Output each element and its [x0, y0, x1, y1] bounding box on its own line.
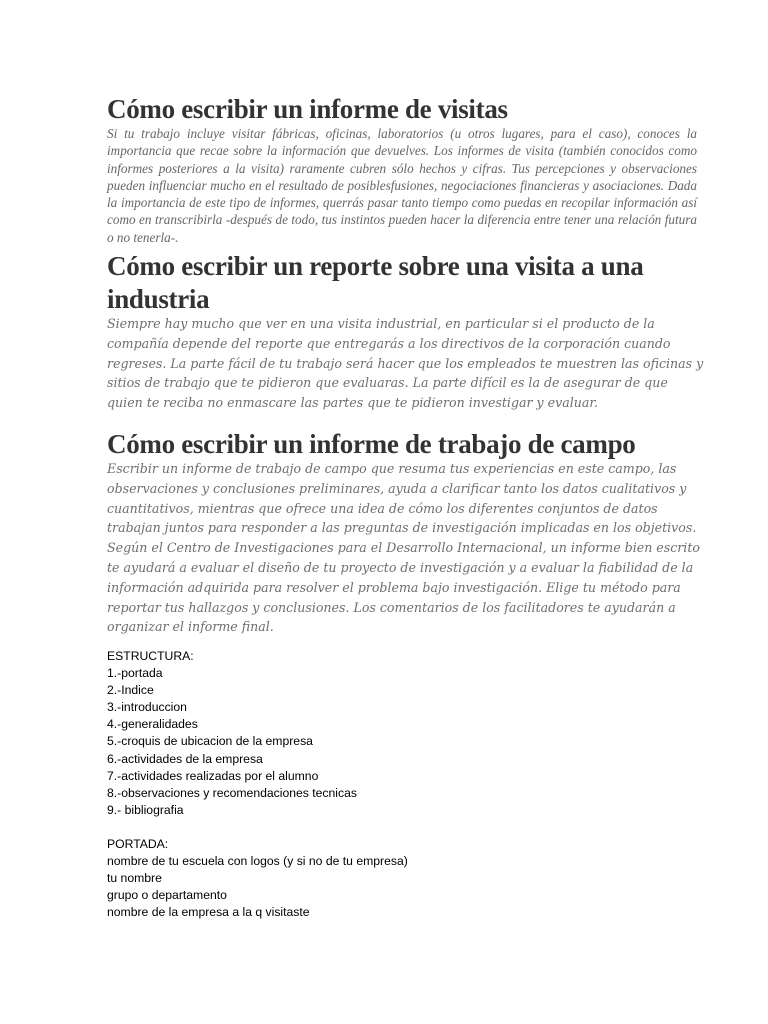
- estructura-item: 8.-observaciones y recomendaciones tecnicas: [107, 785, 357, 800]
- section-title-informe-visitas: Cómo escribir un informe de visitas: [107, 94, 508, 124]
- estructura-item: 9.- bibliografia: [107, 802, 184, 817]
- list-spacer: [107, 819, 667, 836]
- estructura-item: 2.-Indice: [107, 683, 154, 698]
- estructura-item: 7.-actividades realizadas por el alumno: [107, 768, 319, 783]
- structure-list-block: [107, 648, 667, 921]
- portada-heading: PORTADA:: [107, 836, 169, 851]
- portada-item: nombre de la empresa a la q visitaste: [107, 905, 310, 920]
- section-title-reporte-industria: Cómo escribir un reporte sobre una visita a una industria: [107, 251, 644, 314]
- portada-item: nombre de tu escuela con logos (y si no de tu empresa): [107, 854, 408, 869]
- estructura-item: 3.-introduccion: [107, 700, 187, 715]
- section-body-informe-visitas: Si tu trabajo incluye visitar fábricas, oficinas, laboratorios (u otros lugares, para el caso), conoces la importancia que recae sobre la información que devuelves. Los informes de visita (también conocidos como informes posteriores a la visita) raramente cubren sólo hechos y cifras. Tus percepciones y observaciones pueden influenciar mucho en el resultado de posiblesfusiones, negociaciones financieras y asociaciones. Dada la importancia de este tipo de informes, querrás pasar tanto tiempo como puedas en recopilar información así como en transcribirla -después de todo, tus instintos pueden hacer la diferencia entre tener una relación futura o no tenerla-.: [107, 126, 697, 245]
- section-body-reporte-industria: Siempre hay mucho que ver en una visita industrial, en particular si el producto de la compañía depende del reporte que entregarás a los directivos de la corporación cuando regreses. La parte fácil de tu trabajo será hacer que los empleados te muestren las oficinas y sitios de trabajo que te pidieron que evaluaras. La parte difícil es la de asegurar de que quien te reciba no enmascare las partes que te pidieron investigar y evaluar.: [107, 316, 704, 411]
- estructura-item: 4.-generalidades: [107, 717, 198, 732]
- section-title-trabajo-campo: Cómo escribir un informe de trabajo de campo: [107, 429, 636, 459]
- portada-item: tu nombre: [107, 871, 162, 886]
- estructura-item: 5.-croquis de ubicacion de la empresa: [107, 734, 313, 749]
- estructura-heading: ESTRUCTURA:: [107, 649, 194, 663]
- estructura-item: 6.-actividades de la empresa: [107, 751, 263, 766]
- section-body-trabajo-campo: Escribir un informe de trabajo de campo que resuma tus experiencias en este campo, las observaciones y conclusiones preliminares, ayuda a clarificar tanto los datos cualitativos y cuantitativos, mientras que ofrece una idea de cómo los diferentes conjuntos de datos trabajan juntos para responder a las preguntas de investigación implicadas en los objetivos. Según el Centro de Investigaciones para el Desarrollo Internacional, un informe bien escrito te ayudará a evaluar el diseño de tu proyecto de investigación y a evaluar la fiabilidad de la información adquirida para resolver el problema bajo investigación. Elige tu método para reportar tus hallazgos y conclusiones. Los comentarios de los facilitadores te ayudarán a organizar el informe final.: [107, 461, 700, 635]
- portada-item: grupo o departamento: [107, 888, 227, 903]
- estructura-item: 1.-portada: [107, 666, 163, 681]
